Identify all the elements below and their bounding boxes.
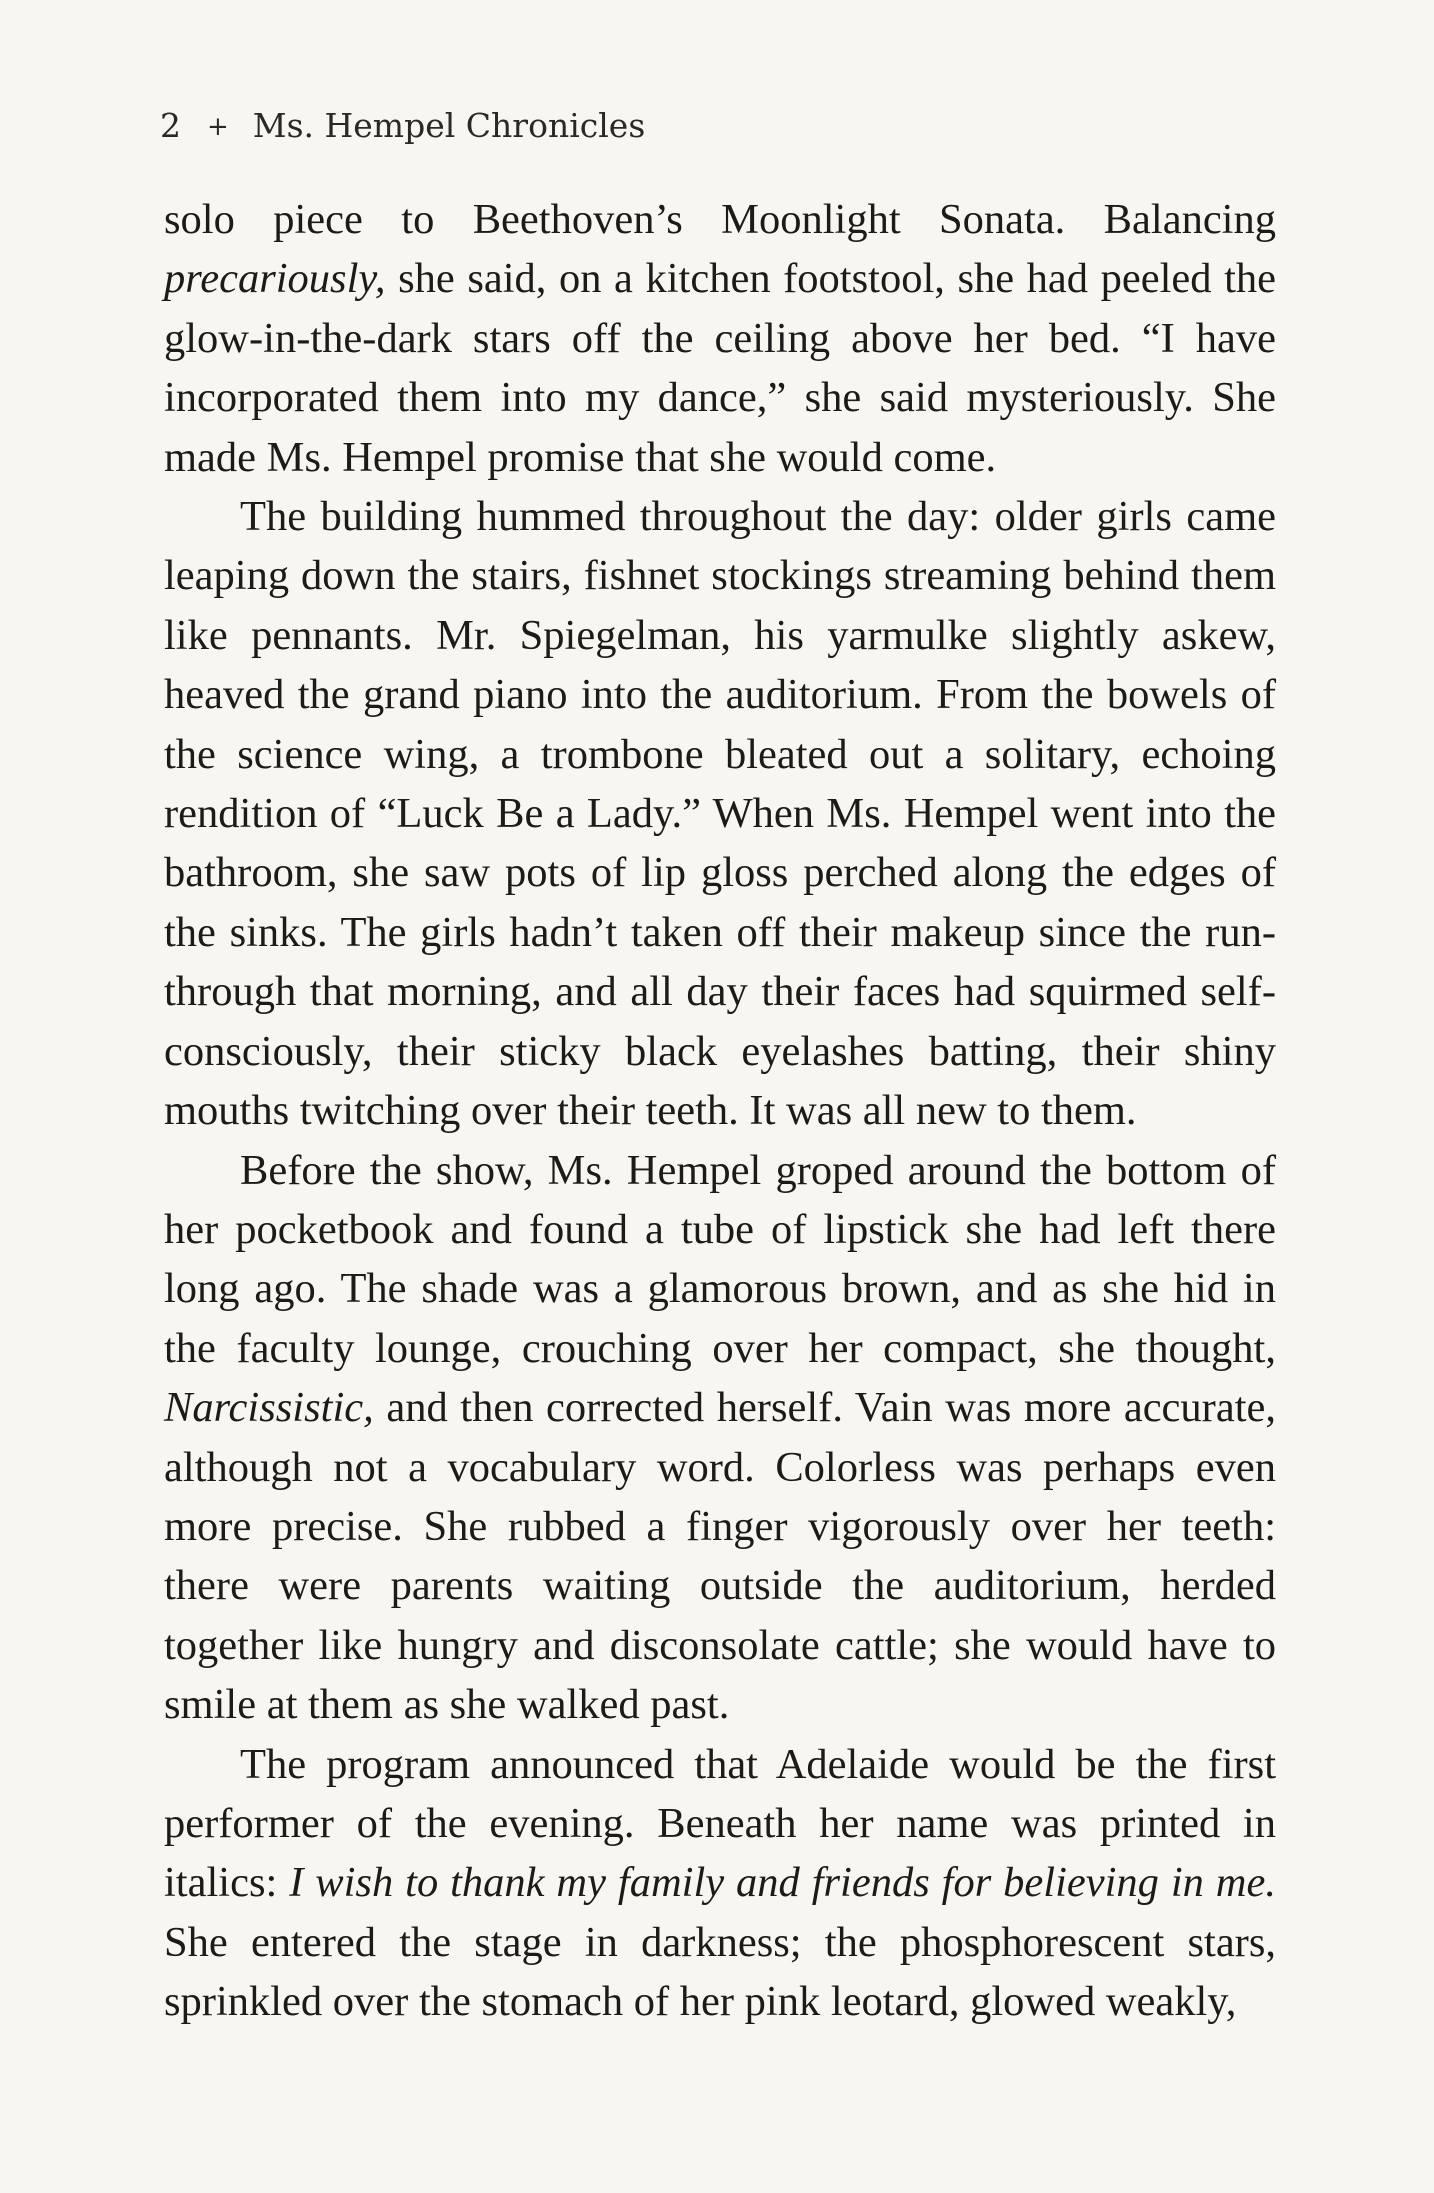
italic-phrase: Narcissistic, [164, 1384, 374, 1432]
paragraph-text: Before the show, Ms. Hempel groped around the bottom of her pocketbook and found a tube of lipstick she had left there long ago. The shade was a glamorous brown, and as she hid in the faculty lounge, crouching over her compact, she thought, [164, 1146, 1276, 1372]
italic-phrase: I wish to thank my family and friends for believing in me. [289, 1859, 1276, 1907]
paragraph-3 [164, 1141, 1276, 1735]
running-head [160, 104, 645, 149]
paragraph-2 [164, 487, 1276, 1140]
body-text [164, 190, 1276, 2032]
paragraph-text: she said, on a kitchen footstool, she had peeled the glow-in-the-dark stars off the ceiling above her bed. “I have incorporated them into my dance,” she said mysteriously. She made Ms. Hempel promise that she would come. [164, 255, 1276, 481]
page-number: 2 [160, 106, 181, 145]
paragraph-1 [164, 190, 1276, 487]
italic-phrase: precariously, [164, 255, 386, 303]
header-separator: + [207, 112, 229, 142]
paragraph-text: She entered the stage in darkness; the phosphorescent stars, sprinkled over the stomach of her pink leotard, glowed weakly, [164, 1918, 1276, 2026]
paragraph-text: The program announced that Adelaide would be the first performer of the evening. Beneath her name was printed in italics: [164, 1740, 1276, 1907]
paragraph-text: The building hummed throughout the day: older girls came leaping down the stairs, fishnet stockings streaming behind them like pennants. Mr. Spiegelman, his yarmulke slightly askew, heaved the grand piano into the auditorium. From the bowels of the science wing, a trombone bleated out a solitary, echoing rendition of “Luck Be a Lady.” When Ms. Hempel went into the bathroom, she saw pots of lip gloss perched along the edges of the sinks. The girls hadn’t taken off their makeup since the run-through that morning, and all day their faces had squirmed self-consciously, their sticky black eyelashes batting, their shiny mouths twitching over their teeth. It was all new to them. [164, 493, 1276, 1135]
paragraph-text: solo piece to Beethoven’s Moonlight Sonata. Balancing [164, 196, 1276, 243]
book-title: Ms. Hempel Chronicles [252, 106, 646, 145]
paragraph-text: and then corrected herself. Vain was more accurate, although not a vocabulary word. Colorless was perhaps even more precise. She rubbed a finger vigorously over her teeth: there were parents waiting outside the auditorium, herded together like hungry and disconsolate cattle; she would have to smile at them as she walked past. [164, 1384, 1276, 1729]
paragraph-4 [164, 1735, 1276, 2032]
